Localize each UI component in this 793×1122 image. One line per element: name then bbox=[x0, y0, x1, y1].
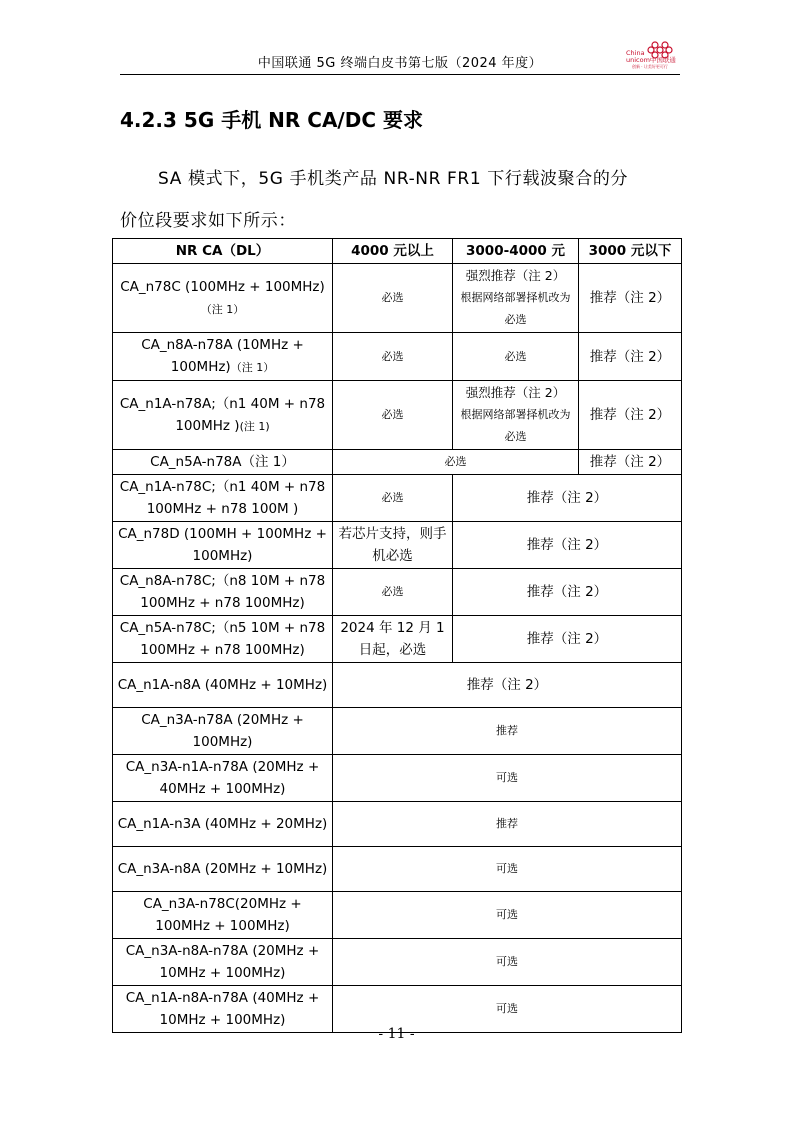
table-row bbox=[113, 333, 682, 381]
table-row bbox=[113, 939, 682, 986]
requirement-cell: 可选 bbox=[333, 892, 682, 939]
band-cell: CA_n3A-n78C(20MHz + 100MHz + 100MHz) bbox=[113, 892, 333, 939]
china-unicom-logo bbox=[626, 40, 676, 68]
requirement-cell: 必选 bbox=[333, 264, 453, 333]
requirement-cell: 推荐（注 2） bbox=[579, 333, 682, 381]
band-cell: CA_n1A-n3A (40MHz + 20MHz) bbox=[113, 802, 333, 847]
logo-tagline: 创新 · 让美好更可行 bbox=[632, 64, 668, 69]
requirement-cell: 可选 bbox=[333, 986, 682, 1033]
band-cell: CA_n8A-n78A (10MHz + 100MHz)（注 1） bbox=[113, 333, 333, 381]
requirement-cell: 推荐（注 2） bbox=[453, 569, 682, 616]
requirement-cell: 必选 bbox=[333, 569, 453, 616]
requirement-cell: 若芯片支持，则手机必选 bbox=[333, 522, 453, 569]
table-row bbox=[113, 475, 682, 522]
band-cell: CA_n8A-n78C;（n8 10M + n78 100MHz + n78 100MHz) bbox=[113, 569, 333, 616]
logo-wordmark: China unicom中国联通 bbox=[626, 49, 676, 64]
requirement-cell: 必选 bbox=[453, 333, 579, 381]
column-header-high-tier: 4000 元以上 bbox=[333, 239, 453, 264]
requirement-cell: 推荐（注 2） bbox=[333, 663, 682, 708]
body-paragraph-line-1: SA 模式下，5G 手机类产品 NR-NR FR1 下行载波聚合的分 bbox=[158, 169, 629, 189]
requirement-cell: 推荐（注 2） bbox=[579, 450, 682, 475]
band-cell: CA_n3A-n1A-n78A (20MHz + 40MHz + 100MHz) bbox=[113, 755, 333, 802]
requirement-cell: 2024 年 12 月 1 日起，必选 bbox=[333, 616, 453, 663]
requirement-cell: 推荐 bbox=[333, 802, 682, 847]
column-header-mid-tier: 3000-4000 元 bbox=[453, 239, 579, 264]
band-cell: CA_n78D (100MH + 100MHz + 100MHz) bbox=[113, 522, 333, 569]
table-row bbox=[113, 450, 682, 475]
requirement-cell: 必选 bbox=[333, 475, 453, 522]
table-row bbox=[113, 847, 682, 892]
band-cell: CA_n1A-n8A (40MHz + 10MHz) bbox=[113, 663, 333, 708]
unicom-knot-icon bbox=[646, 40, 674, 60]
requirement-cell: 推荐（注 2） bbox=[579, 381, 682, 450]
nr-ca-requirements-table bbox=[112, 238, 682, 1033]
section-heading: 4.2.3 5G 手机 NR CA/DC 要求 bbox=[120, 108, 423, 132]
band-cell: CA_n5A-n78C;（n5 10M + n78 100MHz + n78 100MHz) bbox=[113, 616, 333, 663]
band-cell: CA_n1A-n78C;（n1 40M + n78 100MHz + n78 100M ) bbox=[113, 475, 333, 522]
band-cell: CA_n3A-n8A (20MHz + 10MHz) bbox=[113, 847, 333, 892]
table-row bbox=[113, 522, 682, 569]
requirement-cell: 推荐（注 2） bbox=[453, 616, 682, 663]
table-row bbox=[113, 264, 682, 333]
requirement-cell: 必选 bbox=[333, 450, 579, 475]
table-row bbox=[113, 802, 682, 847]
band-cell: CA_n3A-n78A (20MHz + 100MHz) bbox=[113, 708, 333, 755]
page-number: - 11 - bbox=[378, 1026, 415, 1042]
table-row bbox=[113, 569, 682, 616]
requirement-cell: 推荐 bbox=[333, 708, 682, 755]
requirement-cell: 强烈推荐（注 2） 根据网络部署择机改为必选 bbox=[453, 264, 579, 333]
table-row bbox=[113, 616, 682, 663]
band-cell: CA_n78C (100MHz + 100MHz)（注 1） bbox=[113, 264, 333, 333]
band-cell: CA_n3A-n8A-n78A (20MHz + 10MHz + 100MHz) bbox=[113, 939, 333, 986]
requirement-cell: 推荐（注 2） bbox=[453, 522, 682, 569]
requirement-cell: 可选 bbox=[333, 939, 682, 986]
band-cell: CA_n5A-n78A（注 1） bbox=[113, 450, 333, 475]
body-paragraph-line-2: 价位段要求如下所示： bbox=[120, 211, 296, 231]
header-title: 中国联通 5G 终端白皮书第七版（2024 年度） bbox=[257, 56, 543, 71]
column-header-low-tier: 3000 元以下 bbox=[579, 239, 682, 264]
requirement-cell: 可选 bbox=[333, 847, 682, 892]
table-row bbox=[113, 708, 682, 755]
band-cell: CA_n1A-n8A-n78A (40MHz + 10MHz + 100MHz) bbox=[113, 986, 333, 1033]
table-row bbox=[113, 892, 682, 939]
requirement-cell: 必选 bbox=[333, 381, 453, 450]
table-row bbox=[113, 663, 682, 708]
requirement-cell: 推荐（注 2） bbox=[579, 264, 682, 333]
table-row bbox=[113, 381, 682, 450]
table-header-row bbox=[113, 239, 682, 264]
requirement-cell: 强烈推荐（注 2） 根据网络部署择机改为必选 bbox=[453, 381, 579, 450]
page-header bbox=[120, 44, 680, 75]
column-header-band: NR CA（DL） bbox=[113, 239, 333, 264]
requirement-cell: 必选 bbox=[333, 333, 453, 381]
table-row bbox=[113, 755, 682, 802]
requirement-cell: 推荐（注 2） bbox=[453, 475, 682, 522]
band-cell: CA_n1A-n78A;（n1 40M + n78 100MHz )(注 1) bbox=[113, 381, 333, 450]
requirement-cell: 可选 bbox=[333, 755, 682, 802]
